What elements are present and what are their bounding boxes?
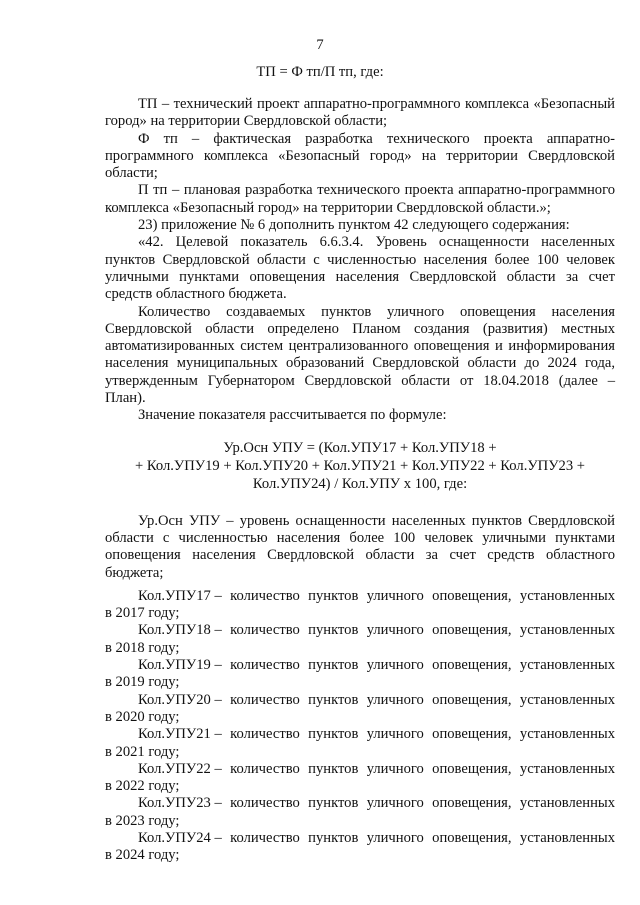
definition-word: уличного bbox=[366, 726, 424, 743]
definition-tail: в 2021 году; bbox=[105, 743, 180, 760]
definition-word: уличного bbox=[366, 829, 424, 846]
definition-item bbox=[105, 692, 615, 727]
definition-term: Кол.УПУ21 – bbox=[138, 726, 222, 743]
formula-block bbox=[105, 439, 615, 493]
definition-word: пунктов bbox=[308, 795, 359, 812]
paragraph-formula-intro: Значение показателя рассчитывается по формуле: bbox=[138, 407, 447, 424]
definition-item bbox=[105, 795, 615, 830]
definition-term: Кол.УПУ24 – bbox=[138, 829, 222, 846]
definition-word: оповещения, bbox=[432, 622, 512, 639]
formula-line-3: Кол.УПУ24) / Кол.УПУ х 100, где: bbox=[252, 475, 468, 492]
paragraph-item-23: 23) приложение № 6 дополнить пунктом 42 следующего содержания: bbox=[138, 217, 570, 234]
definition-word: оповещения, bbox=[432, 795, 512, 812]
definition-word: пунктов bbox=[308, 726, 359, 743]
formula-line-2: + Кол.УПУ19 + Кол.УПУ20 + Кол.УПУ21 + Кол.УПУ22 + Кол.УПУ23 + bbox=[134, 457, 586, 474]
document-body bbox=[105, 96, 615, 865]
definition-word: установленных bbox=[519, 795, 615, 812]
definition-word: уличного bbox=[366, 691, 424, 708]
paragraph-p-tp: П тп – плановая разработка технического проекта аппаратно-программного комплекса «Безопасный город» на территории Свердловской области.»; bbox=[105, 182, 615, 216]
definition-word: уличного bbox=[366, 795, 424, 812]
definition-word: оповещения, bbox=[432, 760, 512, 777]
definition-word: установленных bbox=[519, 622, 615, 639]
definition-word: пунктов bbox=[308, 829, 359, 846]
definition-item bbox=[105, 622, 615, 657]
definition-word: количество bbox=[230, 691, 300, 708]
definition-item bbox=[105, 830, 615, 865]
definition-word: пунктов bbox=[308, 587, 359, 604]
definition-term: Кол.УПУ17 – bbox=[138, 587, 222, 604]
definition-item bbox=[105, 726, 615, 761]
paragraph-tp: ТП – технический проект аппаратно-программного комплекса «Безопасный город» на территории Свердловской области; bbox=[105, 96, 615, 130]
definition-tail: в 2022 году; bbox=[105, 778, 180, 795]
formula-tp: ТП = Ф тп/П тп, где: bbox=[256, 64, 384, 80]
definition-word: установленных bbox=[519, 691, 615, 708]
definition-item bbox=[105, 761, 615, 796]
definition-tail: в 2023 году; bbox=[105, 812, 180, 829]
definition-word: количество bbox=[230, 622, 300, 639]
definition-term: Кол.УПУ20 – bbox=[138, 691, 222, 708]
definition-tail: в 2017 году; bbox=[105, 605, 180, 622]
definition-word: уличного bbox=[366, 622, 424, 639]
definition-tail: в 2024 году; bbox=[105, 847, 180, 864]
definition-word: оповещения, bbox=[432, 829, 512, 846]
definition-word: пунктов bbox=[308, 657, 359, 674]
definition-word: количество bbox=[230, 829, 300, 846]
definition-word: количество bbox=[230, 726, 300, 743]
definition-word: уличного bbox=[366, 657, 424, 674]
definition-word: установленных bbox=[519, 760, 615, 777]
definition-word: количество bbox=[230, 795, 300, 812]
definition-word: оповещения, bbox=[432, 726, 512, 743]
definition-tail: в 2020 году; bbox=[105, 708, 180, 725]
definition-word: установленных bbox=[519, 726, 615, 743]
definition-word: пунктов bbox=[308, 691, 359, 708]
definition-word: оповещения, bbox=[432, 691, 512, 708]
definition-word: пунктов bbox=[308, 622, 359, 639]
paragraph-item-42: «42. Целевой показатель 6.6.3.4. Уровень оснащенности населенных пунктов Свердловской области с численностью населения более 100 человек уличными пунктами оповещения населения Свердловской области за счет средств областного бюджета. bbox=[105, 234, 615, 303]
definition-word: установленных bbox=[519, 829, 615, 846]
paragraph-f-tp: Ф тп – фактическая разработка технического проекта аппаратно-программного комплекса «Безопасный город» на территории Свердловской области; bbox=[105, 130, 615, 182]
page-number: 7 bbox=[316, 37, 324, 53]
definition-word: оповещения, bbox=[432, 587, 512, 604]
definition-term: Кол.УПУ22 – bbox=[138, 760, 222, 777]
definition-word: количество bbox=[230, 760, 300, 777]
definition-tail: в 2019 году; bbox=[105, 674, 180, 691]
definition-item bbox=[105, 588, 615, 623]
definition-item bbox=[105, 657, 615, 692]
definition-word: уличного bbox=[366, 587, 424, 604]
definition-word: установленных bbox=[519, 587, 615, 604]
definition-main: Ур.Осн УПУ – уровень оснащенности населенных пунктов Свердловской области с численностью населения более 100 человек уличными пунктами оповещения населения Свердловской области за счет средств областного бюджета; bbox=[105, 512, 615, 581]
definition-word: количество bbox=[230, 587, 300, 604]
definition-term: Кол.УПУ19 – bbox=[138, 657, 222, 674]
paragraph-plan: Количество создаваемых пунктов уличного оповещения населения Свердловской области определено Планом создания (развития) местных автоматизированных систем централизованного оповещения и информирования населения муниципальных образований Свердловской области до 2024 года, утвержденным Губернатором Свердловской области от 18.04.2018 (далее – План). bbox=[105, 303, 615, 407]
definition-term: Кол.УПУ18 – bbox=[138, 622, 222, 639]
definition-word: пунктов bbox=[308, 760, 359, 777]
definition-word: оповещения, bbox=[432, 657, 512, 674]
definition-word: установленных bbox=[519, 657, 615, 674]
definition-word: уличного bbox=[366, 760, 424, 777]
definition-tail: в 2018 году; bbox=[105, 639, 180, 656]
formula-line-1: Ур.Осн УПУ = (Кол.УПУ17 + Кол.УПУ18 + bbox=[223, 439, 497, 456]
definition-term: Кол.УПУ23 – bbox=[138, 795, 222, 812]
definition-word: количество bbox=[230, 657, 300, 674]
